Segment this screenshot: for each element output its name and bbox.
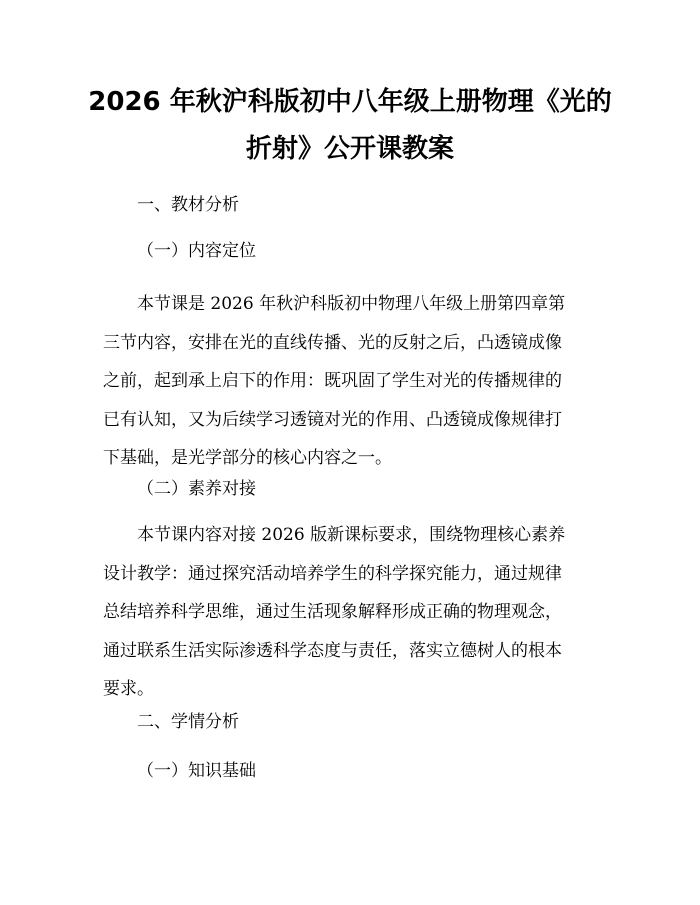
document-title-line-1: 2026 年秋沪科版初中八年级上册物理《光的 [88, 87, 612, 117]
paragraph-line: 要求。 [103, 679, 154, 699]
section-heading-textbook-analysis: 一、教材分析 [137, 195, 239, 215]
paragraph-line: 通过联系生活实际渗透科学态度与责任，落实立德树人的根本 [103, 640, 562, 661]
paragraph-line: 三节内容，安排在光的直线传播、光的反射之后，凸透镜成像 [103, 332, 562, 353]
subsection-heading-literacy-alignment: （二）素养对接 [137, 479, 256, 499]
subsection-heading-content-positioning: （一）内容定位 [137, 241, 256, 261]
section-heading-learner-analysis: 二、学情分析 [137, 712, 239, 732]
paragraph-line: 总结培养科学思维，通过生活现象解释形成正确的物理观念， [103, 602, 562, 622]
paragraph-line: 下基础，是光学部分的核心内容之一。 [103, 448, 392, 468]
paragraph-line: 设计教学：通过探究活动培养学生的科学探究能力，通过规律 [103, 563, 562, 584]
paragraph-literacy-alignment [103, 516, 603, 709]
paragraph-line: 已有认知，又为后续学习透镜对光的作用、凸透镜成像规律打 [103, 409, 562, 430]
paragraph-line: 本节课是 2026 年秋沪科版初中物理八年级上册第四章第 [137, 294, 566, 314]
paragraph-line: 之前，起到承上启下的作用：既巩固了学生对光的传播规律的 [103, 371, 562, 391]
document-title-line-2: 折射》公开课教案 [245, 134, 454, 164]
subsection-heading-knowledge-foundation: （一）知识基础 [137, 761, 256, 781]
paragraph-line: 本节课内容对接 2026 版新课标要求，围绕物理核心素养 [137, 525, 566, 545]
paragraph-content-positioning [103, 285, 603, 478]
